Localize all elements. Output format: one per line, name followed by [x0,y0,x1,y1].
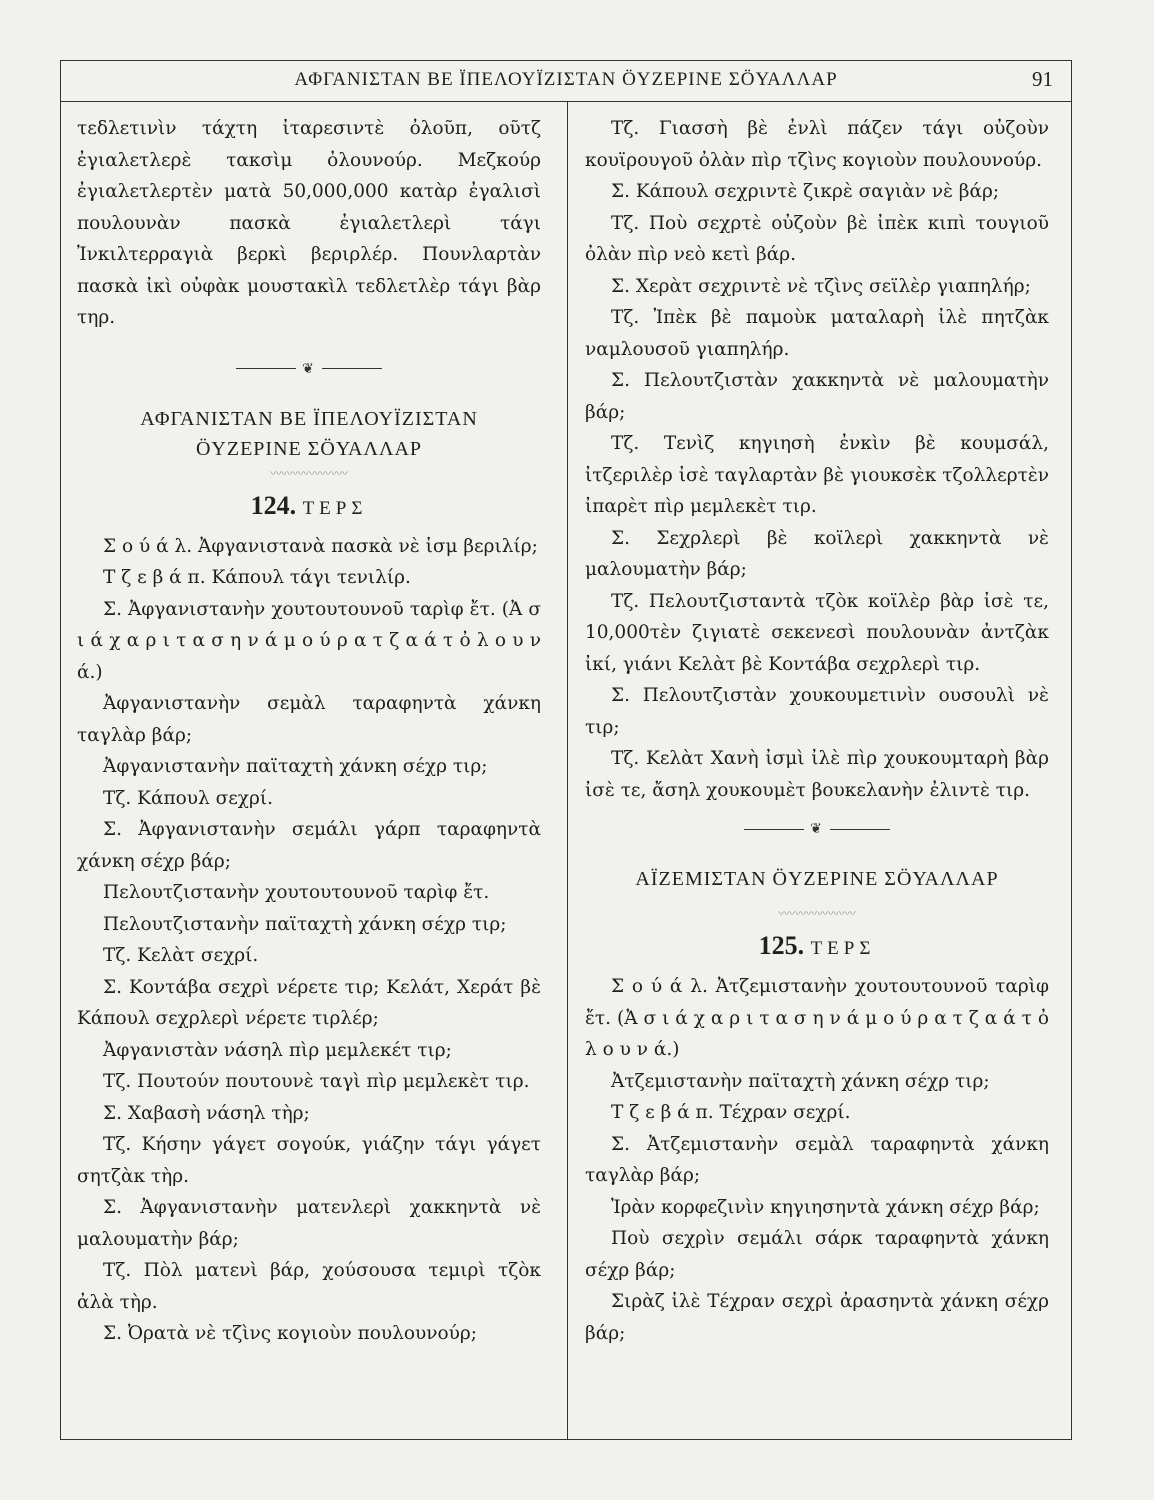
text-line: Πελουτζιστανὴν παϊταχτὴ χάνκη σέχρ τιρ; [103,913,507,935]
text-line: Ἀτζεμιστανὴν παϊταχτὴ χάνκη σέχρ τιρ; [611,1070,990,1092]
text-line: Σ. Ἀφγανιστανὴν ματενλερὶ χακκηντὰ νὲ μαλουματὴν βάρ; [77,1197,541,1250]
running-title: ΑΦΓΑΝΙΣΤΑΝ ΒΕ ΪΠΕΛΟΥΪΖΙΣΤΑΝ ÖΥΖΕΡΙΝΕ ΣÖΥΑΛΛΑΡ [294,69,838,90]
text-line: Ἀφγανιστὰν νάσηλ πὶρ μεμλεκέτ τιρ; [103,1039,452,1061]
text-line: Σ. Ὀρατὰ νὲ τζὶνς κογιοὺν πουλουνούρ; [103,1323,477,1344]
text-line: Τζ. Πουτούν πουτουνὲ ταγὶ πὶρ μεμλεκὲτ τιρ. [103,1071,530,1092]
section-title: ΑΪΖΕΜΙΣΤΑΝ ÖΥΖΕΡΙΝΕ ΣÖΥΑΛΛΑΡ [635,868,999,890]
text-line: Τζ. Ποὺ σεχρτὲ οὐζοὺν βὲ ἰπὲκ κιπὶ τουγιοῦ ὀλὰν πὶρ νεὸ κετὶ βάρ. [585,212,1049,265]
text-line: Τζ. Πὸλ ματενὶ βάρ, χούσουσα τεμιρὶ τζὸκ ἀλὰ τὴρ. [77,1260,541,1313]
lesson-heading [77,484,541,531]
text-line: Τζ. Ἰπὲκ βὲ παμοὺκ ματαλαρὴ ἰλὲ πητζὰκ ναμλουσοῦ γιαπηλήρ. [585,307,1049,360]
page-number: 91 [1032,67,1053,91]
text-line: Σ. Πελουτζιστὰν χακκηντὰ νὲ μαλουματὴν βάρ; [585,370,1049,423]
text-line: Ἀφγανιστανὴν σεμὰλ ταραφηντὰ χάνκη ταγλὰρ βάρ; [77,693,541,746]
text-line: Τζ. Κελὰτ σεχρί. [103,945,259,966]
lesson-heading [585,924,1049,971]
text-line: Ἀφγανιστανὴν παϊταχτὴ χάνκη σέχρ τιρ; [103,756,488,777]
text-line: Πελουτζιστανὴν χουτουτουνοῦ ταρὶφ ἔτ. [103,882,490,903]
text-line: Σ. Χαβασὴ νάσηλ τὴρ; [103,1102,310,1124]
text-line: Τζ. Κελὰτ Χανὴ ἰσμὶ ἰλὲ πὶρ χουκουμταρὴ βὰρ ἰσὲ τε, ἄσηλ χουκουμὲτ βουκελανὴν ἐλιντὲ τιρ. [585,748,1049,801]
text-line: Τζ. Κάπουλ σεχρί. [103,787,274,809]
wavy-divider: 〰〰〰〰〰〰〰 [270,466,348,480]
text-line: Σ. Σεχρλερὶ βὲ κοϊλερὶ χακκηντὰ νὲ μαλουματὴν βάρ; [585,527,1049,580]
right-column [585,113,1049,1349]
text-line: Τζ. Πελουτζισταντὰ τζὸκ κοϊλὲρ βὰρ ἰσὲ τε, 10,000τὲν ζιγιατὲ σεκενεσὶ πουλουνὰν ἀντζὰκ ἰκί, γιάνι Κελὰτ βὲ Κοντάβα σεχρλερὶ τιρ. [585,590,1049,675]
text-line: Τζ. Κήσην γάγετ σογούκ, γιάζην τάγι γάγετ σητζὰκ τὴρ. [77,1134,541,1187]
text-line: Σιρὰζ ἰλὲ Τέχραν σεχρὶ ἀρασηντὰ χάνκη σέχρ βάρ; [585,1291,1049,1344]
lesson-word: ΤΕΡΣ [810,938,876,959]
lesson-number: 124. [250,490,297,520]
text-line: Ἰρὰν κορφεζινὶν κηγιησηντὰ χάνκη σέχρ βάρ; [611,1196,1040,1218]
wavy-divider: 〰〰〰〰〰〰〰 [778,907,856,920]
text-line: Σ. Χερὰτ σεχριντὲ νὲ τζὶνς σεϊλὲρ γιαπηλήρ; [611,275,1031,297]
text-line: Τζ. Τενὶζ κηγιησὴ ἐνκὶν βὲ κουμσάλ, ἰτζεριλὲρ ἰσὲ ταγλαρτὰν βὲ γιουκσὲκ τζολλερτὲν ἰπαρὲτ πὶρ μεμλεκὲτ τιρ. [585,433,1049,517]
page-header [61,61,1071,102]
ornament-glyph: ❦ [302,360,316,377]
text-line: Σ. Κοντάβα σεχρὶ νέρετε τιρ; Κελάτ, Χεράτ βὲ Κάπουλ σεχρλερὶ νέρετε τιρλέρ; [77,976,541,1029]
text-line: Σ. Κάπουλ σεχριντὲ ζικρὲ σαγιὰν νὲ βάρ; [611,181,1000,202]
text-line: Σ. Ἀφγανιστανὴν χουτουτουνοῦ ταρὶφ ἔτ. (Ἀ σ ι ά χ α ρ ι τ α σ η ν ά μ ο ύ ρ α τ ζ α ά τ ὀ λ ο υ ν ά.) [77,598,541,683]
section-title: ΑΦΓΑΝΙΣΤΑΝ ΒΕ ΪΠΕΛΟΥΪΖΙΣΤΑΝ [140,407,478,430]
left-column [77,113,541,1350]
ornament-glyph: ❦ [810,821,824,837]
text-line: Σ ο ύ ά λ. Ἀτζεμιστανὴν χουτουτουνοῦ ταρὶφ ἔτ. (Ἀ σ ι ά χ α ρ ι τ α σ η ν ά μ ο ύ ρ α τ ζ α ά τ ὀ λ ο υ ν ά.) [585,976,1049,1060]
column-divider [567,101,568,1439]
text-line: Τζ. Γιασσὴ βὲ ἐνλὶ πάζεν τάγι οὐζοὺν κουϊρουγοῦ ὀλὰν πὶρ τζὶνς κογιοὺν πουλουνούρ. [585,118,1049,171]
text-line: Σ. Ἀτζεμιστανὴν σεμὰλ ταραφηντὰ χάνκη ταγλὰρ βάρ; [585,1133,1049,1186]
ornament-divider [585,816,1049,842]
text-line: Τ ζ ε β ά π. Κάπουλ τάγι τενιλίρ. [103,567,411,588]
text-line: Σ. Πελουτζιστὰν χουκουμετινὶν ουσουλὶ νὲ τιρ; [585,685,1049,738]
text-line: Ποὺ σεχρὶν σεμάλι σάρκ ταραφηντὰ χάνκη σέχρ βάρ; [585,1228,1049,1281]
paragraph: τεδλετινὶν τάχτη ἰταρεσιντὲ ὀλοῦπ, οῦτζ ἐγιαλετλερὲ τακσὶμ ὀλουνούρ. Μεζκούρ ἐγιαλετλερτὲν ματὰ 50,000,000 κατὰρ ἐγαλισὶ πουλουνὰν πασκὰ ἐγιαλετλερὶ τάγι Ἰνκιλτερραγιὰ βερκὶ βεριρλέρ. Πουνλαρτὰν πασκὰ ἰκὶ οὐφὰκ μουστακὶλ τεδλετλὲρ τάγι βὰρ τηρ. [77,118,541,328]
section-title-line-2: ÖΥΖΕΡΙΝΕ ΣÖΥΑΛΛΑΡ [195,437,423,460]
text-line: Σ. Ἀφγανιστανὴν σεμάλι γάρπ ταραφηντὰ χάνκη σέχρ βάρ; [77,819,541,872]
text-line: Τ ζ ε β ά π. Τέχραν σεχρί. [611,1102,851,1123]
ornament-divider [77,356,541,382]
text-line: Σ ο ύ ά λ. Ἀφγανιστανὰ πασκὰ νὲ ἰσμ βεριλίρ; [103,535,538,557]
book-page [60,60,1072,1440]
lesson-number: 125. [758,931,805,960]
lesson-word: ΤΕΡΣ [302,497,368,519]
